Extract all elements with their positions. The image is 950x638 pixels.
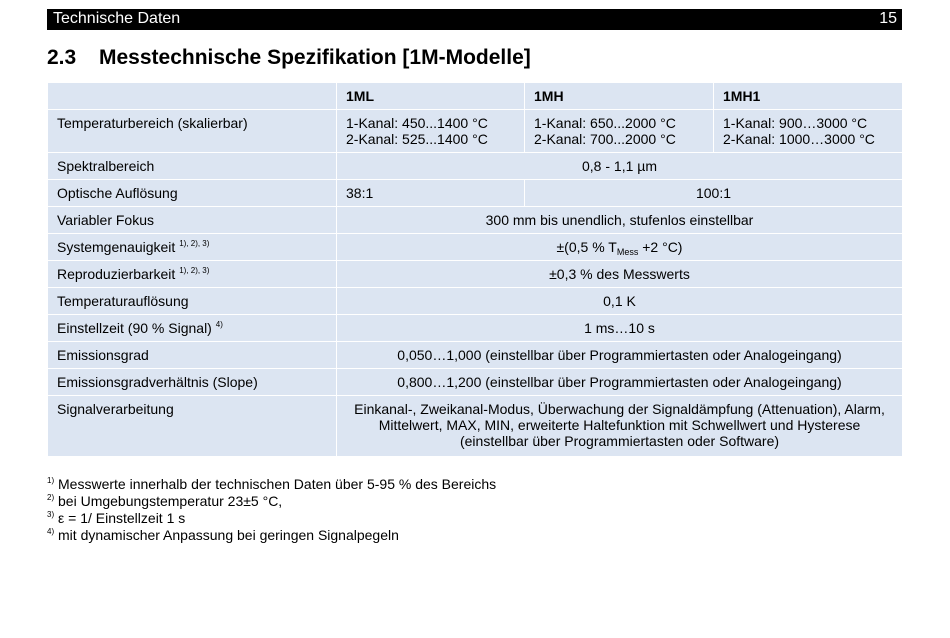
footnote-ref: 1), 2), 3) <box>179 266 210 275</box>
table-row <box>48 396 903 457</box>
footnote-mark: 2) <box>47 493 55 502</box>
footnote-text: bei Umgebungstemperatur 23±5 °C, <box>54 493 283 509</box>
row-label: Systemgenauigkeit <box>57 239 176 255</box>
temp-range-1mh-ch1: 1-Kanal: 650...2000 °C <box>534 115 676 131</box>
page-number: 15 <box>879 10 897 27</box>
repro-value: ±0,3 % des Messwerts <box>337 261 903 288</box>
section-number: 2.3 <box>47 46 77 69</box>
accuracy-value <box>337 234 903 261</box>
row-label: Temperaturauflösung <box>48 288 337 315</box>
temp-range-1ml-ch2: 2-Kanal: 525...1400 °C <box>346 131 488 147</box>
temp-range-1mh1 <box>714 110 903 153</box>
temp-range-1mh <box>525 110 714 153</box>
footnote-text: ε = 1/ Einstellzeit 1 s <box>54 510 186 526</box>
table-row <box>48 261 903 288</box>
resolution-value: 0,1 K <box>337 288 903 315</box>
temp-range-1mh-ch2: 2-Kanal: 700...2000 °C <box>534 131 676 147</box>
accuracy-value-main: ±(0,5 % T <box>556 239 617 255</box>
table-row <box>48 207 903 234</box>
signal-line-2: Mittelwert, MAX, MIN, erweiterte Haltefunktion mit Schwellwert und Hysterese <box>378 417 861 433</box>
accuracy-value-offset: +2 °C) <box>638 239 683 255</box>
row-label: Emissionsgradverhältnis (Slope) <box>48 369 337 396</box>
slope-value: 0,800…1,200 (einstellbar über Programmiertasten oder Analogeingang) <box>337 369 903 396</box>
footnote-text: mit dynamischer Anpassung bei geringen Signalpegeln <box>54 527 399 543</box>
temp-range-1ml <box>337 110 525 153</box>
table-row <box>48 342 903 369</box>
row-label: Optische Auflösung <box>48 180 337 207</box>
footnote <box>47 476 496 493</box>
footnote-mark: 3) <box>47 510 55 519</box>
table-row <box>48 369 903 396</box>
table-header-row <box>48 83 903 110</box>
emissivity-value: 0,050…1,000 (einstellbar über Programmiertasten oder Analogeingang) <box>337 342 903 369</box>
row-label: Einstellzeit (90 % Signal) <box>57 320 212 336</box>
footnote-ref: 1), 2), 3) <box>179 239 210 248</box>
footnote-text: Messwerte innerhalb der technischen Daten über 5-95 % des Bereichs <box>54 476 497 492</box>
spec-table <box>47 82 903 457</box>
row-label: Reproduzierbarkeit <box>57 266 176 282</box>
table-row <box>48 315 903 342</box>
table-row <box>48 234 903 261</box>
header-cell-1mh: 1MH <box>525 83 714 110</box>
optical-1mh: 100:1 <box>525 180 903 207</box>
footnote <box>47 493 496 510</box>
table-row <box>48 288 903 315</box>
section-heading <box>47 46 531 70</box>
row-label: Emissionsgrad <box>48 342 337 369</box>
optical-1ml: 38:1 <box>337 180 525 207</box>
temp-range-1ml-ch1: 1-Kanal: 450...1400 °C <box>346 115 488 131</box>
table-row <box>48 153 903 180</box>
table-row <box>48 110 903 153</box>
row-label: Temperaturbereich (skalierbar) <box>48 110 337 153</box>
signal-line-1: Einkanal-, Zweikanal-Modus, Überwachung der Signaldämpfung (Attenuation), Alarm, <box>354 401 885 417</box>
header-cell-1mh1: 1MH1 <box>714 83 903 110</box>
row-label: Variabler Fokus <box>48 207 337 234</box>
footnote <box>47 527 496 544</box>
signal-line-3: (einstellbar über Programmiertasten oder Software) <box>459 433 780 449</box>
page-header <box>47 9 902 30</box>
header-cell-1ml: 1ML <box>337 83 525 110</box>
signal-value <box>337 396 903 457</box>
row-label: Signalverarbeitung <box>48 396 337 457</box>
table-row <box>48 180 903 207</box>
row-label: Spektralbereich <box>48 153 337 180</box>
response-value: 1 ms…10 s <box>337 315 903 342</box>
row-label-cell <box>48 261 337 288</box>
temp-range-1mh1-ch1: 1-Kanal: 900…3000 °C <box>723 115 868 131</box>
section-title-text: Messtechnische Spezifikation [1M-Modelle] <box>99 46 531 69</box>
row-label-cell <box>48 234 337 261</box>
footnote-mark: 1) <box>47 476 55 485</box>
row-label-cell <box>48 315 337 342</box>
accuracy-subscript: Mess <box>616 247 639 257</box>
focus-value: 300 mm bis unendlich, stufenlos einstellbar <box>337 207 903 234</box>
footnote-ref: 4) <box>215 320 223 329</box>
temp-range-1mh1-ch2: 2-Kanal: 1000…3000 °C <box>723 131 875 147</box>
footnotes <box>47 476 496 544</box>
footnote-mark: 4) <box>47 527 55 536</box>
spectral-value: 0,8 - 1,1 µm <box>337 153 903 180</box>
header-cell-empty <box>48 83 337 110</box>
header-title: Technische Daten <box>53 10 181 27</box>
footnote <box>47 510 496 527</box>
